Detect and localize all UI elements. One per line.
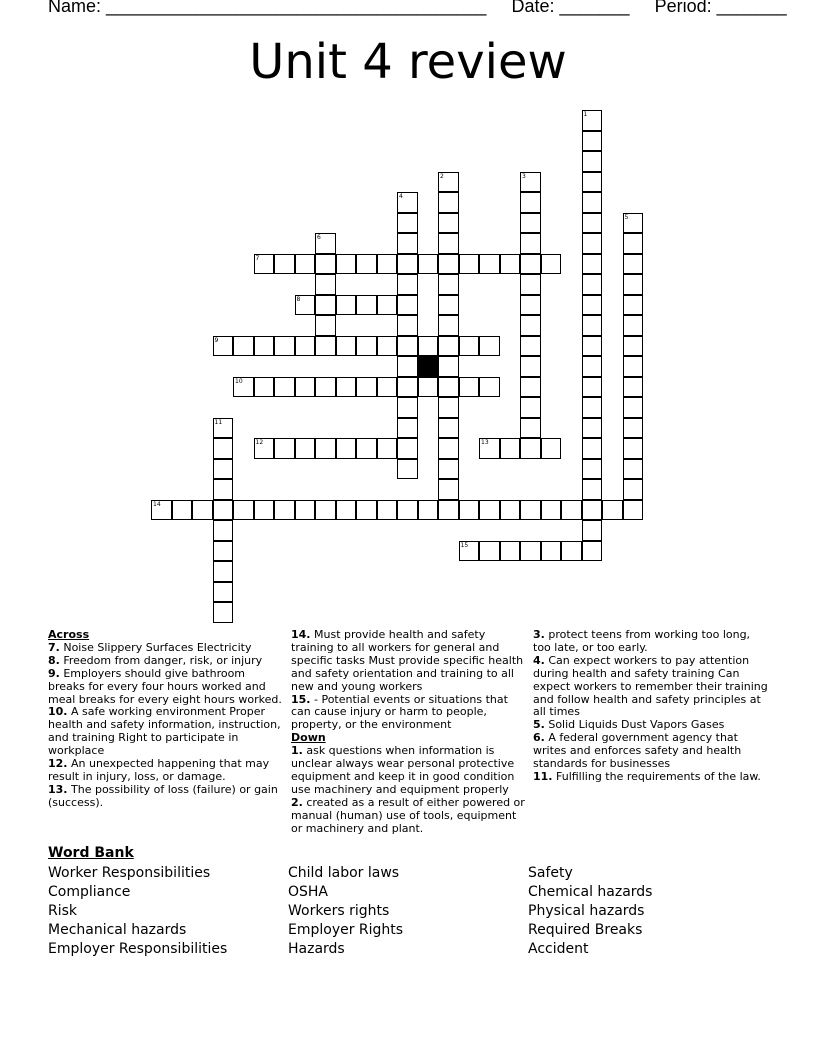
clues-column-1 [48, 629, 284, 810]
word-bank-item: Hazards [288, 941, 345, 957]
clue-down-6: 6. A federal government agency that writes and enforces safety and health standards for businesses [533, 731, 742, 771]
crossword-cell[interactable] [315, 254, 336, 275]
crossword-cell[interactable] [479, 541, 500, 562]
crossword-cell[interactable] [541, 438, 562, 459]
crossword-cell[interactable] [623, 213, 644, 234]
crossword-cell[interactable] [459, 377, 480, 398]
crossword-cell[interactable] [274, 377, 295, 398]
crossword-cell[interactable] [397, 315, 418, 336]
crossword-cell[interactable] [479, 254, 500, 275]
word-bank-item: Accident [528, 941, 589, 957]
crossword-cell[interactable] [172, 500, 193, 521]
crossword-cell[interactable] [438, 438, 459, 459]
crossword-cell[interactable] [397, 500, 418, 521]
crossword-cell[interactable] [336, 500, 357, 521]
crossword-cell[interactable] [500, 438, 521, 459]
crossword-cell[interactable] [356, 500, 377, 521]
crossword-cell[interactable] [377, 500, 398, 521]
clue-number: 6 [317, 234, 321, 241]
clue-number: 4 [399, 193, 403, 200]
crossword-cell[interactable] [459, 541, 480, 562]
crossword-cell[interactable] [623, 459, 644, 480]
crossword-cell[interactable] [582, 356, 603, 377]
clue-number: 14 [153, 500, 161, 508]
crossword-cell[interactable] [520, 295, 541, 316]
crossword-cell[interactable] [397, 377, 418, 398]
crossword-cell[interactable] [623, 438, 644, 459]
crossword-cell[interactable] [213, 479, 234, 500]
crossword-cell[interactable] [418, 500, 439, 521]
down-heading: Down [291, 731, 326, 745]
crossword-cell[interactable] [582, 295, 603, 316]
crossword-cell[interactable] [582, 520, 603, 541]
crossword-cell[interactable] [520, 541, 541, 562]
crossword-cell[interactable] [397, 438, 418, 459]
crossword-cell[interactable] [582, 336, 603, 357]
clue-number: 1 [583, 111, 588, 118]
word-bank-item: OSHA [288, 884, 329, 900]
crossword-cell[interactable] [315, 295, 336, 316]
across-heading: Across [48, 628, 90, 641]
crossword-cell[interactable] [459, 336, 480, 357]
crossword-cell[interactable] [582, 418, 603, 439]
clue-across-13: 13. The possibility of loss (failure) or gain (success). [48, 782, 278, 809]
word-bank-item: Employer Responsibilities [48, 941, 228, 957]
crossword-cell[interactable] [315, 315, 336, 336]
crossword-cell[interactable] [438, 233, 459, 254]
clues-column-3 [533, 629, 769, 784]
crossword-cell[interactable] [336, 254, 357, 275]
clue-number: 5 [624, 213, 629, 221]
crossword-cell[interactable] [582, 192, 603, 213]
word-bank-title: Word Bank [48, 845, 134, 861]
crossword-cell[interactable] [213, 561, 234, 582]
crossword-cell[interactable] [438, 315, 459, 336]
crossword-cell[interactable] [520, 274, 541, 295]
crossword-cell[interactable] [254, 336, 275, 357]
clue-down-1: 1. ask questions when information is unclear always wear personal protective equipment and keep it in good condition use machinery and equipment properly [291, 744, 515, 796]
word-bank-item: Required Breaks [528, 922, 643, 938]
crossword-cell[interactable] [520, 254, 541, 275]
crossword-cell[interactable] [623, 336, 644, 357]
crossword-cell[interactable] [397, 192, 418, 213]
word-bank-item: Safety [528, 865, 573, 881]
crossword-cell[interactable] [397, 418, 418, 439]
crossword-cell[interactable] [623, 418, 644, 439]
word-bank-item: Worker Responsibilities [48, 865, 211, 881]
crossword-cell[interactable] [438, 274, 459, 295]
crossword-cell[interactable] [315, 233, 336, 254]
crossword-cell[interactable] [438, 418, 459, 439]
word-bank-item: Child labor laws [288, 865, 400, 881]
crossword-cell[interactable] [254, 438, 275, 459]
crossword-cell[interactable] [520, 233, 541, 254]
crossword-cell[interactable] [602, 500, 623, 521]
crossword-cell[interactable] [623, 397, 644, 418]
crossword-cell[interactable] [356, 295, 377, 316]
crossword-cell[interactable] [582, 110, 603, 131]
crossword-cell[interactable] [336, 336, 357, 357]
crossword-cell[interactable] [459, 500, 480, 521]
crossword-cell[interactable] [520, 172, 541, 193]
crossword-cell[interactable] [397, 274, 418, 295]
crossword-cell[interactable] [192, 500, 213, 521]
crossword-cell[interactable] [520, 213, 541, 234]
crossword-cell[interactable] [561, 541, 582, 562]
crossword-cell[interactable] [438, 295, 459, 316]
crossword-cell[interactable] [438, 459, 459, 480]
crossword-cell[interactable] [582, 172, 603, 193]
crossword-black-cell [418, 356, 439, 377]
crossword-cell[interactable] [397, 459, 418, 480]
crossword-cell[interactable] [254, 377, 275, 398]
crossword-cell[interactable] [520, 397, 541, 418]
clue-across-8: 8. Freedom from danger, risk, or injury [48, 653, 263, 667]
crossword-cell[interactable] [336, 438, 357, 459]
crossword-cell[interactable] [479, 336, 500, 357]
crossword-cell[interactable] [315, 377, 336, 398]
crossword-cell[interactable] [274, 500, 295, 521]
crossword-cell[interactable] [541, 254, 562, 275]
clue-number: 11 [214, 418, 223, 426]
crossword-cell[interactable] [315, 274, 336, 295]
crossword-cell[interactable] [397, 295, 418, 316]
crossword-cell[interactable] [479, 377, 500, 398]
crossword-cell[interactable] [438, 192, 459, 213]
crossword-cell[interactable] [582, 459, 603, 480]
crossword-cell[interactable] [561, 500, 582, 521]
crossword-cell[interactable] [274, 254, 295, 275]
crossword-cell[interactable] [274, 438, 295, 459]
word-bank-item: Physical hazards [528, 903, 645, 919]
name-field[interactable]: Name: ______________________________________ [48, 0, 487, 16]
crossword-cell[interactable] [295, 438, 316, 459]
crossword-cell[interactable] [336, 295, 357, 316]
crossword-cell[interactable] [623, 479, 644, 500]
crossword-cell[interactable] [582, 254, 603, 275]
crossword-cell[interactable] [582, 131, 603, 152]
crossword-cell[interactable] [356, 254, 377, 275]
clue-down-2: 2. created as a result of either powered or manual (human) use of tools, equipment or machinery and plant. [291, 795, 525, 835]
crossword-cell[interactable] [623, 233, 644, 254]
crossword-cell[interactable] [438, 213, 459, 234]
word-bank-item: Chemical hazards [528, 884, 653, 900]
crossword-cell[interactable] [315, 438, 336, 459]
crossword-cell[interactable] [459, 254, 480, 275]
crossword-cell[interactable] [295, 336, 316, 357]
crossword-cell[interactable] [582, 541, 603, 562]
crossword-cell[interactable] [397, 213, 418, 234]
crossword-cell[interactable] [479, 438, 500, 459]
crossword-cell[interactable] [356, 438, 377, 459]
crossword-cell[interactable] [377, 336, 398, 357]
crossword-cell[interactable] [233, 377, 254, 398]
crossword-cell[interactable] [254, 254, 275, 275]
crossword-cell[interactable] [274, 336, 295, 357]
clue-across-12: 12. An unexpected happening that may result in injury, loss, or damage. [48, 757, 270, 783]
word-bank-column-1 [48, 864, 227, 959]
word-bank-item: Mechanical hazards [48, 922, 187, 938]
crossword-cell[interactable] [356, 377, 377, 398]
crossword-cell[interactable] [520, 500, 541, 521]
crossword-cell[interactable] [582, 274, 603, 295]
clue-number: 13 [481, 439, 489, 446]
clue-across-9: 9. Employers should give bathroom breaks for every four hours worked and meal breaks for every eight hours worked. [48, 666, 282, 706]
clue-across-14: 14. Must provide health and safety training to all workers for general and specific tasks Must provide specific health and safety orientation and training to all new and young workers [291, 628, 524, 693]
crossword-cell[interactable] [418, 336, 439, 357]
crossword-cell[interactable] [582, 377, 603, 398]
crossword-cell[interactable] [397, 233, 418, 254]
crossword-cell[interactable] [438, 254, 459, 275]
crossword-cell[interactable] [438, 377, 459, 398]
crossword-cell[interactable] [438, 356, 459, 377]
crossword-cell[interactable] [295, 500, 316, 521]
clue-number: 8 [296, 295, 301, 303]
crossword-cell[interactable] [213, 336, 234, 357]
clue-down-5: 5. Solid Liquids Dust Vapors Gases [533, 718, 725, 732]
clue-across-7: 7. Noise Slippery Surfaces Electricity [48, 640, 252, 654]
clue-down-11: 11. Fulfilling the requirements of the law. [533, 769, 761, 783]
crossword-cell[interactable] [520, 192, 541, 213]
crossword-cell[interactable] [623, 274, 644, 295]
crossword-cell[interactable] [479, 500, 500, 521]
crossword-cell[interactable] [377, 438, 398, 459]
crossword-cell[interactable] [233, 336, 254, 357]
crossword-cell[interactable] [418, 254, 439, 275]
clue-down-3: 3. protect teens from working too long, too late, or too early. [533, 628, 751, 654]
crossword-cell[interactable] [582, 479, 603, 500]
crossword-cell[interactable] [254, 500, 275, 521]
word-bank-item: Employer Rights [288, 922, 404, 938]
crossword-cell[interactable] [295, 295, 316, 316]
crossword-cell[interactable] [213, 520, 234, 541]
clue-number: 2 [440, 172, 444, 180]
clue-down-4: 4. Can expect workers to pay attention during health and safety training Can expect workers to remember their training and follow health and safety principles at all times [533, 653, 768, 719]
crossword-cell[interactable] [623, 377, 644, 398]
crossword-cell[interactable] [582, 151, 603, 172]
word-bank-item: Workers rights [288, 903, 390, 919]
word-bank-item: Risk [48, 903, 78, 919]
crossword-cell[interactable] [500, 500, 521, 521]
crossword-cell[interactable] [541, 500, 562, 521]
crossword-cell[interactable] [520, 336, 541, 357]
crossword-cell[interactable] [438, 479, 459, 500]
clue-across-10: 10. A safe working environment Proper health and safety information, instruction, and training Right to participate in workplace [48, 705, 281, 758]
crossword-cell[interactable] [582, 233, 603, 254]
crossword-cell[interactable] [623, 315, 644, 336]
crossword-cell[interactable] [623, 254, 644, 275]
word-bank-column-2 [288, 864, 403, 959]
clue-across-15: 15. - Potential events or situations that can cause injury or harm to people, property, or the environment [291, 692, 508, 732]
crossword-cell[interactable] [520, 418, 541, 439]
crossword-cell[interactable] [151, 500, 172, 521]
clue-number: 15 [460, 541, 469, 549]
page-title: Unit 4 review [249, 34, 567, 90]
crossword-cell[interactable] [438, 336, 459, 357]
crossword-cell[interactable] [541, 541, 562, 562]
crossword-cell[interactable] [623, 500, 644, 521]
crossword-cell[interactable] [623, 356, 644, 377]
crossword-cell[interactable] [315, 500, 336, 521]
clue-number: 7 [255, 254, 260, 262]
clue-number: 10 [235, 377, 243, 385]
crossword-cell[interactable] [582, 500, 603, 521]
clue-number: 9 [214, 336, 219, 344]
crossword-cell[interactable] [397, 356, 418, 377]
crossword-cell[interactable] [213, 541, 234, 562]
crossword-cell[interactable] [233, 500, 254, 521]
crossword-cell[interactable] [213, 500, 234, 521]
clues-column-2 [291, 629, 527, 836]
crossword-cell[interactable] [582, 213, 603, 234]
crossword-cell[interactable] [623, 295, 644, 316]
crossword-cell[interactable] [500, 254, 521, 275]
crossword-cell[interactable] [377, 295, 398, 316]
crossword-cell[interactable] [336, 377, 357, 398]
clue-number: 3 [522, 172, 526, 180]
clue-number: 12 [255, 439, 264, 446]
crossword-cell[interactable] [377, 377, 398, 398]
crossword-cell[interactable] [315, 336, 336, 357]
crossword-cell[interactable] [500, 541, 521, 562]
crossword-cell[interactable] [520, 356, 541, 377]
crossword-cell[interactable] [213, 582, 234, 603]
word-bank-column-3 [528, 864, 652, 959]
crossword-cell[interactable] [520, 438, 541, 459]
crossword-cell[interactable] [418, 377, 439, 398]
period-field[interactable]: Period: _______ [654, 0, 787, 16]
crossword-cell[interactable] [397, 254, 418, 275]
crossword-cell[interactable] [213, 418, 234, 439]
crossword-cell[interactable] [377, 254, 398, 275]
crossword-cell[interactable] [213, 602, 234, 623]
crossword-cell[interactable] [582, 315, 603, 336]
crossword-cell[interactable] [213, 459, 234, 480]
crossword-cell[interactable] [438, 500, 459, 521]
crossword-cell[interactable] [213, 438, 234, 459]
crossword-cell[interactable] [397, 397, 418, 418]
crossword-cell[interactable] [397, 336, 418, 357]
crossword-cell[interactable] [520, 315, 541, 336]
crossword-cell[interactable] [295, 254, 316, 275]
date-field[interactable]: Date: _______ [511, 0, 630, 16]
word-bank-item: Compliance [48, 884, 131, 900]
crossword-cell[interactable] [295, 377, 316, 398]
crossword-cell[interactable] [582, 397, 603, 418]
crossword-cell[interactable] [438, 172, 459, 193]
crossword-cell[interactable] [438, 397, 459, 418]
crossword-cell[interactable] [582, 438, 603, 459]
crossword-cell[interactable] [356, 336, 377, 357]
crossword-cell[interactable] [520, 377, 541, 398]
